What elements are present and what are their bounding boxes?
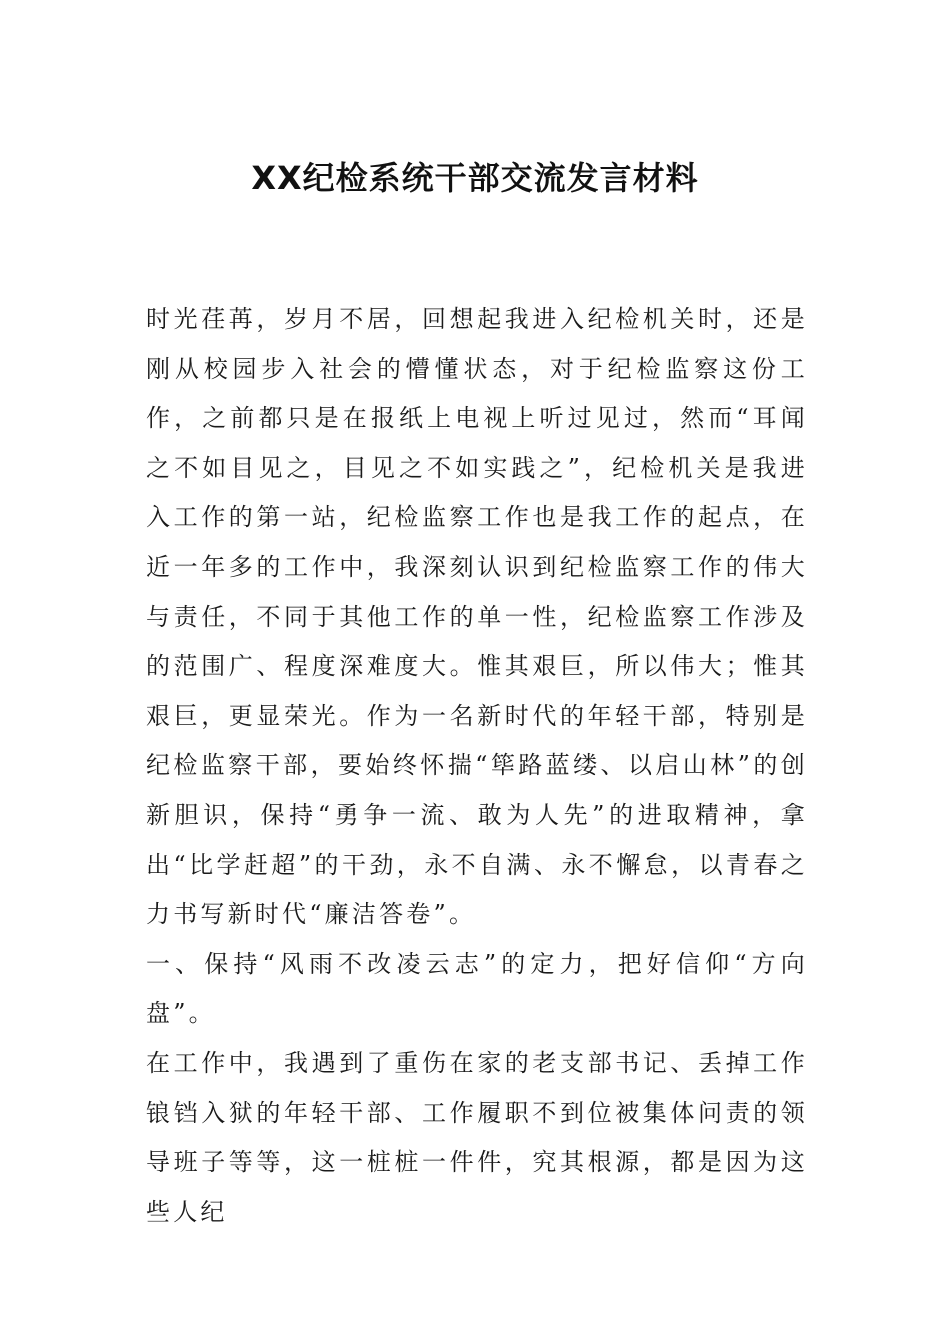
document-title: XX纪检系统干部交流发言材料 bbox=[251, 159, 699, 197]
paragraph-section-1: 在工作中，我遇到了重伤在家的老支部书记、丢掉工作锒铛入狱的年轻干部、工作履职不到位被集体问责的领导班子等等，这一桩桩一件件，究其根源，都是因为这些人纪 bbox=[146, 1048, 808, 1226]
document-body bbox=[146, 295, 808, 1237]
section-heading-1: 一、保持“风雨不改凌云志”的定力，把好信仰“方向盘”。 bbox=[146, 949, 808, 1028]
paragraph-intro: 时光荏苒，岁月不居，回想起我进入纪检机关时，还是刚从校园步入社会的懵懂状态，对于纪检监察这份工作，之前都只是在报纸上电视上听过见过，然而“耳闻之不如目见之，目见之不如实践之”，纪检机关是我进入工作的第一站，纪检监察工作也是我工作的起点，在近一年多的工作中，我深刻认识到纪检监察工作的伟大与责任，不同于其他工作的单一性，纪检监察工作涉及的范围广、程度深难度大。惟其艰巨，所以伟大；惟其艰巨，更显荣光。作为一名新时代的年轻干部，特别是纪检监察干部，要始终怀揣“筚路蓝缕、以启山林”的创新胆识，保持“勇争一流、敢为人先”的进取精神，拿出“比学赶超”的干劲，永不自满、永不懈怠，以青春之力书写新时代“廉洁答卷”。 bbox=[146, 305, 808, 929]
